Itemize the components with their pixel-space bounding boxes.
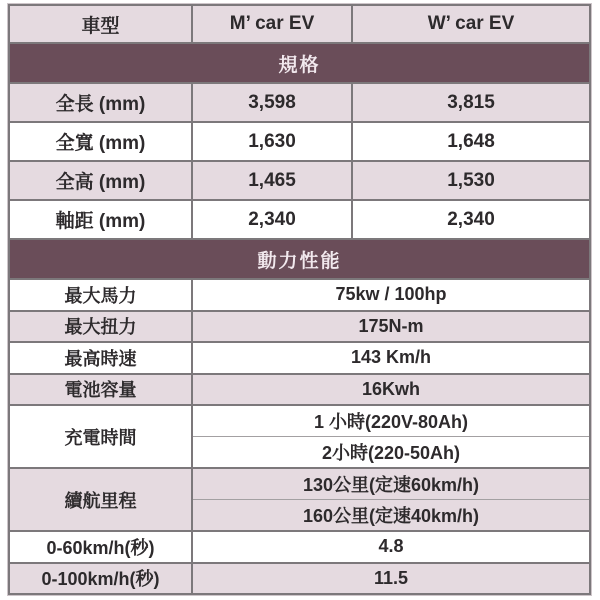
row-value: 175N-m bbox=[192, 311, 590, 343]
table-row-accel-0-100 bbox=[9, 563, 590, 595]
vehicle-spec-table bbox=[8, 4, 591, 595]
row-label: 全長 (mm) bbox=[9, 83, 192, 122]
section-title-power: 動力性能 bbox=[9, 239, 590, 279]
mcar-value: 1,465 bbox=[192, 161, 352, 200]
table-row-width bbox=[9, 122, 590, 161]
table-row-wheelbase bbox=[9, 200, 590, 239]
row-value: 143 Km/h bbox=[192, 342, 590, 374]
wcar-value: 2,340 bbox=[352, 200, 590, 239]
row-label: 全高 (mm) bbox=[9, 161, 192, 200]
table-row-battery-capacity bbox=[9, 374, 590, 406]
header-wcar-ev: W’ car EV bbox=[352, 5, 590, 43]
row-label: 最高時速 bbox=[9, 342, 192, 374]
row-label: 0-100km/h(秒) bbox=[9, 563, 192, 595]
table-row-range-1 bbox=[9, 468, 590, 500]
row-label: 0-60km/h(秒) bbox=[9, 531, 192, 563]
row-value: 4.8 bbox=[192, 531, 590, 563]
row-label: 最大扭力 bbox=[9, 311, 192, 343]
row-label: 全寬 (mm) bbox=[9, 122, 192, 161]
section-header-power bbox=[9, 239, 590, 279]
table-row-max-power bbox=[9, 279, 590, 311]
mcar-value: 1,630 bbox=[192, 122, 352, 161]
section-title-spec: 規格 bbox=[9, 43, 590, 83]
mcar-value: 3,598 bbox=[192, 83, 352, 122]
table-row-length bbox=[9, 83, 590, 122]
header-vehicle-type: 車型 bbox=[9, 5, 192, 43]
table-row-max-torque bbox=[9, 311, 590, 343]
wcar-value: 1,648 bbox=[352, 122, 590, 161]
row-value: 160公里(定速40km/h) bbox=[192, 500, 590, 532]
row-value: 1 小時(220V-80Ah) bbox=[192, 405, 590, 437]
row-value: 75kw / 100hp bbox=[192, 279, 590, 311]
table-row-charging-1 bbox=[9, 405, 590, 437]
row-value: 2小時(220-50Ah) bbox=[192, 437, 590, 469]
section-header-spec bbox=[9, 43, 590, 83]
table-row-accel-0-60 bbox=[9, 531, 590, 563]
row-value: 11.5 bbox=[192, 563, 590, 595]
table-row-top-speed bbox=[9, 342, 590, 374]
row-label: 電池容量 bbox=[9, 374, 192, 406]
row-label: 充電時間 bbox=[9, 405, 192, 468]
row-label: 最大馬力 bbox=[9, 279, 192, 311]
row-value: 16Kwh bbox=[192, 374, 590, 406]
row-label: 軸距 (mm) bbox=[9, 200, 192, 239]
table-header-row bbox=[9, 5, 590, 43]
table-row-height bbox=[9, 161, 590, 200]
row-value: 130公里(定速60km/h) bbox=[192, 468, 590, 500]
header-mcar-ev: M’ car EV bbox=[192, 5, 352, 43]
row-label: 續航里程 bbox=[9, 468, 192, 531]
wcar-value: 1,530 bbox=[352, 161, 590, 200]
wcar-value: 3,815 bbox=[352, 83, 590, 122]
mcar-value: 2,340 bbox=[192, 200, 352, 239]
